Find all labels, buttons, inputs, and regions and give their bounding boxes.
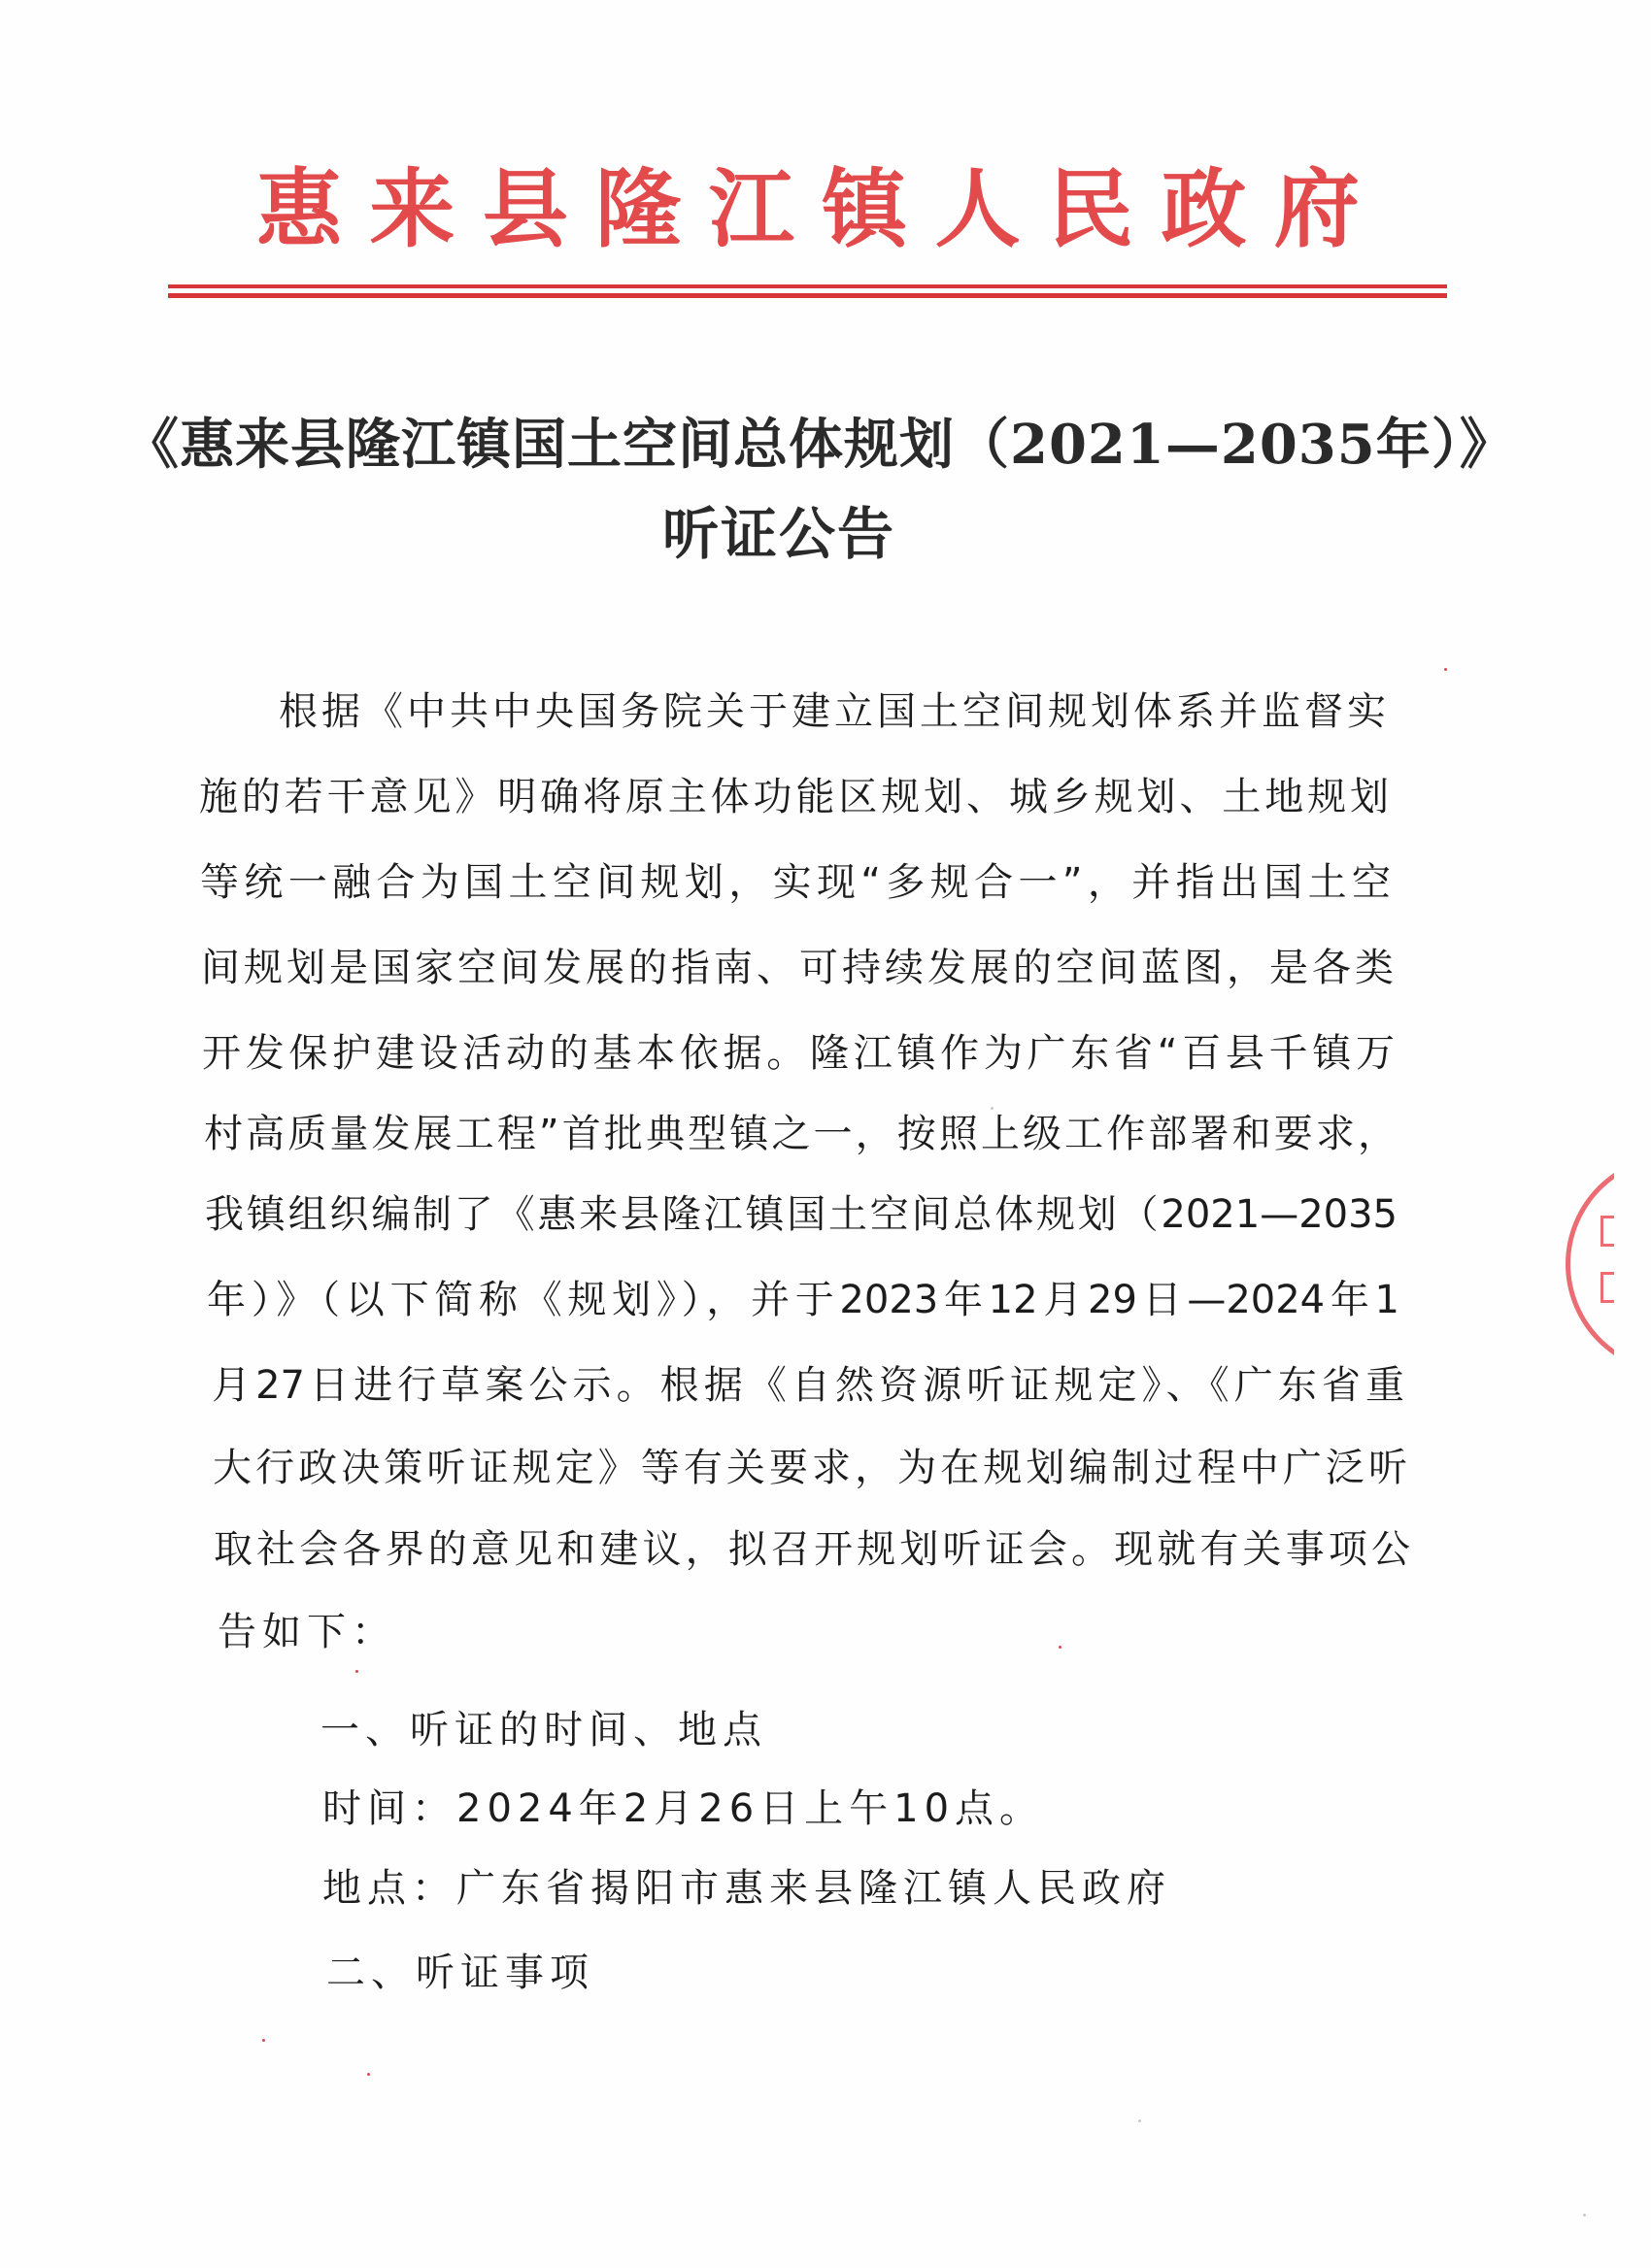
body-paragraph-line: 开发保护建设活动的基本依据。隆江镇作为广东省“百县千镇万 xyxy=(202,1031,1395,1076)
hearing-place xyxy=(322,1864,1196,1913)
document-subtitle: 听证公告 xyxy=(661,501,895,567)
scan-speck xyxy=(991,1107,994,1110)
body-paragraph-line: 月27日进行草案公示。根据《自然资源听证规定》、《广东省重 xyxy=(212,1363,1404,1408)
masthead-char: 镇 xyxy=(822,158,908,259)
masthead-rule-thick xyxy=(168,293,1447,298)
hearing-place-value: 广东省揭阳市惠来县隆江镇人民政府 xyxy=(456,1866,1171,1911)
masthead-char: 隆 xyxy=(595,158,682,259)
seal-glyph-fragment xyxy=(1600,1216,1614,1247)
masthead-rule-thin xyxy=(168,284,1447,288)
masthead-char: 江 xyxy=(708,158,794,259)
official-seal-stamp xyxy=(1554,1146,1614,1384)
body-paragraph-line: 施的若干意见》明确将原主体功能区规划、城乡规划、土地规划 xyxy=(199,775,1389,819)
body-paragraph-line: 村高质量发展工程”首批典型镇之一，按照上级工作部署和要求， xyxy=(204,1112,1397,1156)
body-paragraph-line: 大行政决策听证规定》等有关要求，为在规划编制过程中广泛听 xyxy=(213,1446,1407,1490)
scan-speck xyxy=(1583,2214,1586,2217)
scan-speck xyxy=(1059,1646,1061,1649)
hearing-time xyxy=(322,1784,1099,1833)
scan-speck xyxy=(1444,668,1447,671)
section-heading-time-place: 一、听证的时间、地点 xyxy=(320,1708,767,1752)
masthead-title xyxy=(254,160,1362,257)
body-paragraph-line: 告如下： xyxy=(218,1610,396,1654)
body-paragraph-line: 间规划是国家空间发展的指南、可持续发展的空间蓝图，是各类 xyxy=(201,946,1394,990)
body-paragraph-line: 我镇组织编制了《惠来县隆江镇国土空间总体规划（2021—2035 xyxy=(205,1192,1398,1237)
body-paragraph-line: 根据《中共中央国务院关于建立国土空间规划体系并监督实 xyxy=(279,689,1386,734)
body-paragraph-line: 年）》（以下简称《规划》），并于2023年12月29日—2024年1 xyxy=(207,1278,1399,1322)
section-heading-hearing-matters: 二、听证事项 xyxy=(326,1951,594,1995)
hearing-place-label: 地点： xyxy=(322,1866,456,1911)
masthead-char: 府 xyxy=(1273,158,1360,259)
masthead-char: 政 xyxy=(1161,158,1247,259)
scan-speck xyxy=(1138,2119,1141,2122)
body-paragraph-line: 等统一融合为国土空间规划，实现“多规合一”，并指出国土空 xyxy=(200,860,1391,905)
masthead-char: 惠 xyxy=(255,158,342,259)
scan-speck xyxy=(262,2039,265,2042)
hearing-time-value: 2024年2月26日上午10点。 xyxy=(456,1786,1045,1831)
seal-ring xyxy=(1566,1153,1614,1375)
seal-glyph-fragment xyxy=(1600,1272,1614,1303)
scan-speck xyxy=(367,2073,370,2076)
document-title: 《惠来县隆江镇国土空间总体规划（2021—2035年）》 xyxy=(124,413,1515,477)
masthead-char: 人 xyxy=(934,158,1021,259)
masthead-char: 县 xyxy=(482,158,568,259)
hearing-time-label: 时间： xyxy=(322,1786,456,1831)
scan-speck xyxy=(355,1670,358,1673)
body-paragraph-line: 取社会各界的意见和建议，拟召开规划听证会。现就有关事项公 xyxy=(214,1527,1410,1572)
masthead-char: 民 xyxy=(1048,158,1134,259)
masthead-char: 来 xyxy=(369,158,455,259)
